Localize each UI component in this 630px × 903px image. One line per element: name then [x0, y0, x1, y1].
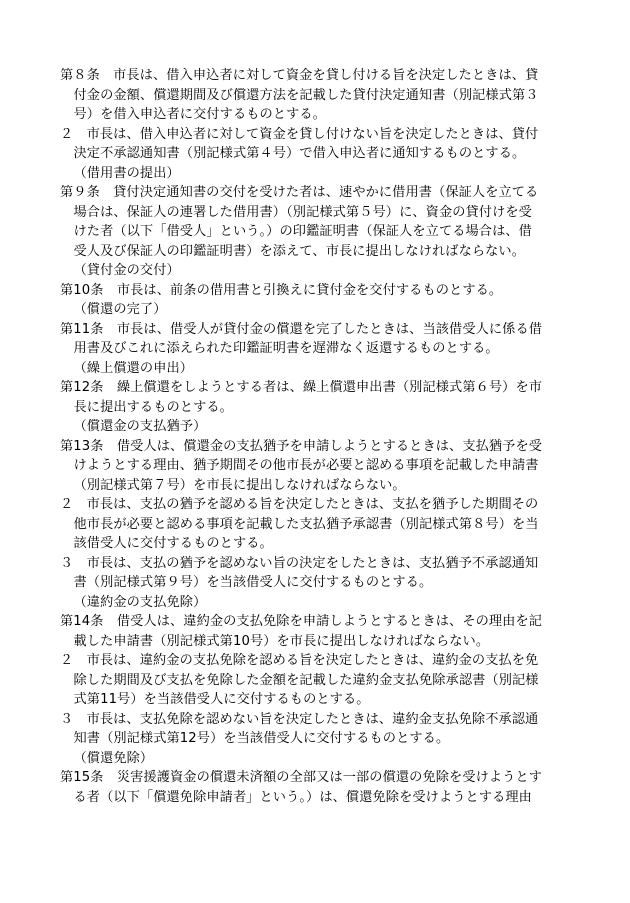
section-caption: （償還金の支払猶予）	[73, 419, 207, 434]
section-caption: （償還免除）	[73, 750, 154, 766]
article-first-line: 第12条 繰上償還をしようとする者は、繰上償還申出書（別記様式第６号）を市	[60, 380, 543, 395]
article-continuation-line: 決定不承認通知書（別記様式第４号）で借入申込者に通知するものとする。	[73, 146, 526, 161]
article-first-line: ２ 市長は、違約金の支払免除を認める旨を決定したときは、違約金の支払を免	[60, 653, 539, 668]
article-first-line: ２ 市長は、支払の猶予を認める旨を決定したときは、支払を猶予した期間その	[60, 497, 539, 512]
article-continuation-line: 場合は、保証人の連署した借用書）（別記様式第５号）に、資金の貸付けを受	[73, 204, 532, 220]
article-continuation-line: 号）を借入申込者に交付するものとする。	[73, 107, 326, 122]
section-caption: （償還の完了）	[73, 302, 167, 317]
document-body	[60, 66, 570, 807]
article-continuation-line: 用書及びこれに添えられた印鑑証明書を遅滞なく返還するものとする。	[73, 341, 499, 356]
section-caption: （借用書の提出）	[73, 165, 180, 181]
article-continuation-line: 他市長が必要と認める事項を記載した支払猶予承認書（別記様式第８号）を当	[73, 516, 539, 532]
article-continuation-line: 受人及び保証人の印鑑証明書）を添えて、市長に提出しなければならない。	[73, 243, 526, 259]
article-continuation-line: 書（別記様式第９号）を当該借受人に交付するものとする。	[73, 575, 433, 590]
section-caption: （貸付金の交付）	[73, 263, 180, 278]
article-continuation-line: 除した期間及び支払を免除した金額を記載した違約金支払免除承認書（別記様	[73, 672, 539, 688]
article-continuation-line: けようとする理由、猶予期間その他市長が必要と認める事項を記載した申請書	[73, 458, 539, 473]
article-first-line: 第13条 借受人は、償還金の支払猶予を申請しようとするときは、支払猶予を受	[60, 438, 543, 454]
article-continuation-line: 式第11号）を当該借受人に交付するものとする。	[73, 692, 370, 707]
article-continuation-line: 該借受人に交付するものとする。	[73, 536, 273, 551]
article-continuation-line: 載した申請書（別記様式第10号）を市長に提出しなければならない。	[73, 633, 490, 649]
section-caption: （繰上償還の申出）	[73, 360, 194, 376]
article-continuation-line: 知書（別記様式第12号）を当該借受人に交付するものとする。	[73, 731, 450, 746]
article-continuation-line: 長に提出するものとする。	[73, 399, 233, 415]
article-first-line: ３ 市長は、支払免除を認めない旨を決定したときは、違約金支払免除不承認通	[60, 711, 539, 727]
article-first-line: 第10条 市長は、前条の借用書と引換えに貸付金を交付するものとする。	[60, 282, 503, 298]
article-continuation-line: けた者（以下「借受人」という。）の印鑑証明書（保証人を立てる場合は、借	[73, 224, 532, 239]
article-first-line: ３ 市長は、支払の猶予を認めない旨の決定をしたときは、支払猶予不承認通知	[60, 555, 539, 571]
article-first-line: ２ 市長は、借入申込者に対して資金を貸し付けない旨を決定したときは、貸付	[60, 126, 539, 142]
article-continuation-line: る者（以下「償還免除申請者」という。）は、償還免除を受けようとする理由	[73, 789, 532, 805]
article-first-line: 第11条 市長は、借受人が貸付金の償還を完了したときは、当該借受人に係る借	[60, 321, 543, 337]
article-first-line: 第８条 市長は、借入申込者に対して資金を貸し付ける旨を決定したときは、貸	[60, 68, 539, 83]
section-caption: （違約金の支払免除）	[73, 594, 207, 610]
article-first-line: 第14条 借受人は、違約金の支払免除を申請しようとするときは、その理由を記	[60, 614, 543, 629]
article-continuation-line: （別記様式第７号）を市長に提出しなければならない。	[73, 477, 406, 493]
article-continuation-line: 付金の金額、償還期間及び償還方法を記載した貸付決定通知書（別記様式第３	[73, 87, 539, 103]
article-first-line: 第９条 貸付決定通知書の交付を受けた者は、速やかに借用書（保証人を立てる	[60, 185, 539, 200]
article-first-line: 第15条 災害援護資金の償還未済額の全部又は一部の償還の免除を受けようとす	[60, 770, 543, 785]
